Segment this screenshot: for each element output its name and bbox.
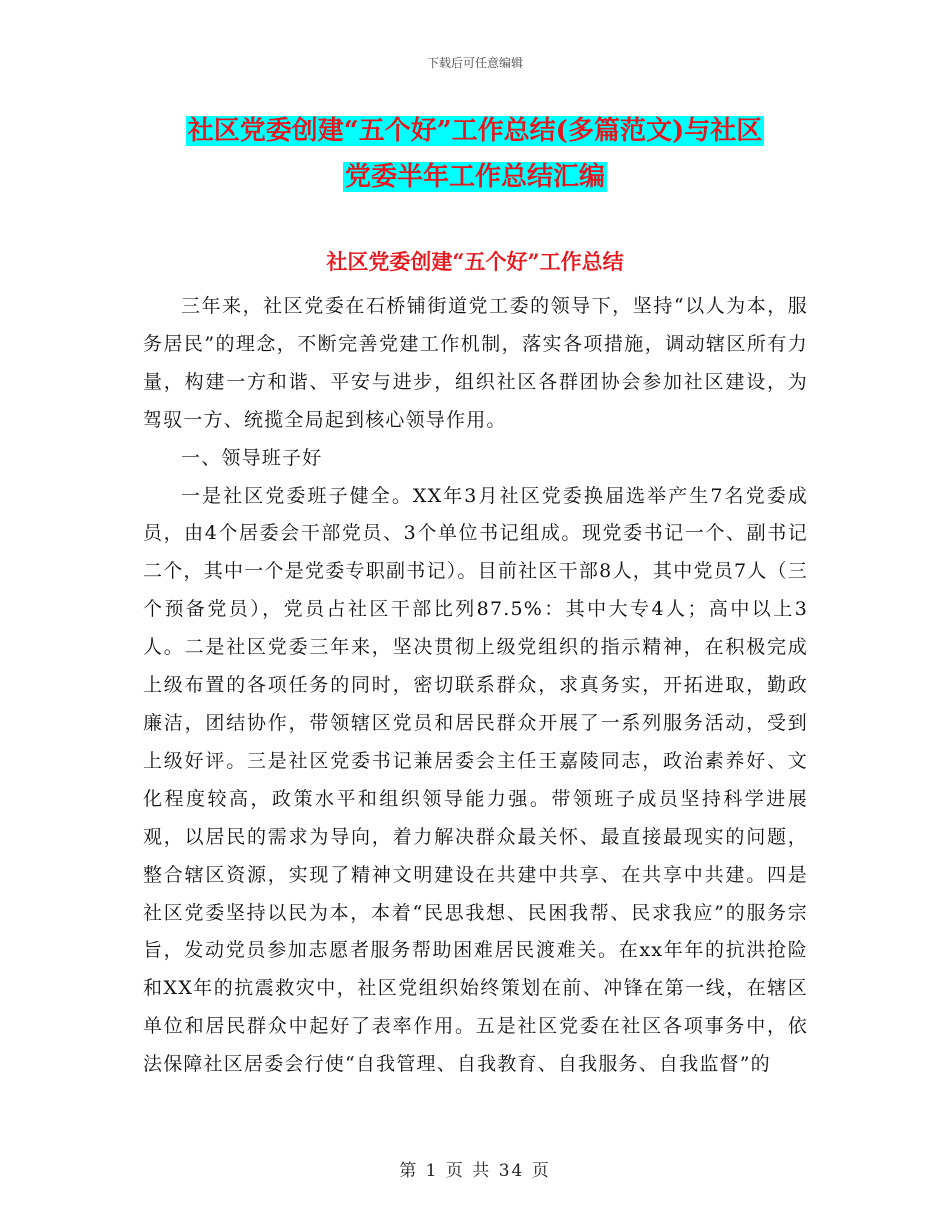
page-number: 第 1 页 共 34 页 (399, 1161, 551, 1181)
document-title (150, 108, 800, 200)
document-title-line-1: 社区党委创建“五个好”工作总结(多篇范文)与社区 (187, 116, 763, 146)
document-title-line-2: 党委半年工作总结汇编 (344, 162, 605, 192)
paragraph-body: 一是社区党委班子健全。XX年3月社区党委换届选举产生7名党委成员，由4个居委会干部党员、3个单位书记组成。现党委书记一个、副书记二个，其中一个是党委专职副书记）。目前社区干部8人，其中党员7人（三个预备党员），党员占社区干部比列87.5%：其中大专4人；高中以上3人。二是社区党委三年来，坚决贯彻上级党组织的指示精神，在积极完成上级布置的各项任务的同时，密切联系群众，求真务实，开拓进取，勤政廉洁，团结协作，带领辖区党员和居民群众开展了一系列服务活动，受到上级好评。三是社区党委书记兼居委会主任王嘉陵同志，政治素养好、文化程度较高，政策水平和组织领导能力强。带领班子成员坚持科学进展观，以居民的需求为导向，着力解决群众最关怀、最直接最现实的问题，整合辖区资源，实现了精神文明建设在共建中共享、在共享中共建。四是社区党委坚持以民为本，本着“民思我想、民困我帮、民求我应”的服务宗旨，发动党员参加志愿者服务帮助困难居民渡难关。在xx年年的抗洪抢险和XX年的抗震救灾中，社区党组织始终策划在前、冲锋在第一线，在辖区单位和居民群众中起好了表率作用。五是社区党委在社区各项事务中，依法保障社区居委会行使“自我管理、自我教育、自我服务、自我监督”的 (143, 484, 808, 1076)
paragraph-heading: 一、领导班子好 (181, 446, 323, 469)
body-text (143, 288, 808, 1084)
header-note: 下载后可任意编辑 (426, 56, 523, 70)
paragraph-intro: 三年来，社区党委在石桥铺街道党工委的领导下，坚持“以人为本，服务居民”的理念，不断完善党建工作机制，落实各项措施，调动辖区所有力量，构建一方和谐、平安与进步，组织社区各群团协会参加社区建设，为驾驭一方、统揽全局起到核心领导作用。 (143, 295, 808, 431)
section-title: 社区党委创建“五个好”工作总结 (326, 249, 624, 274)
